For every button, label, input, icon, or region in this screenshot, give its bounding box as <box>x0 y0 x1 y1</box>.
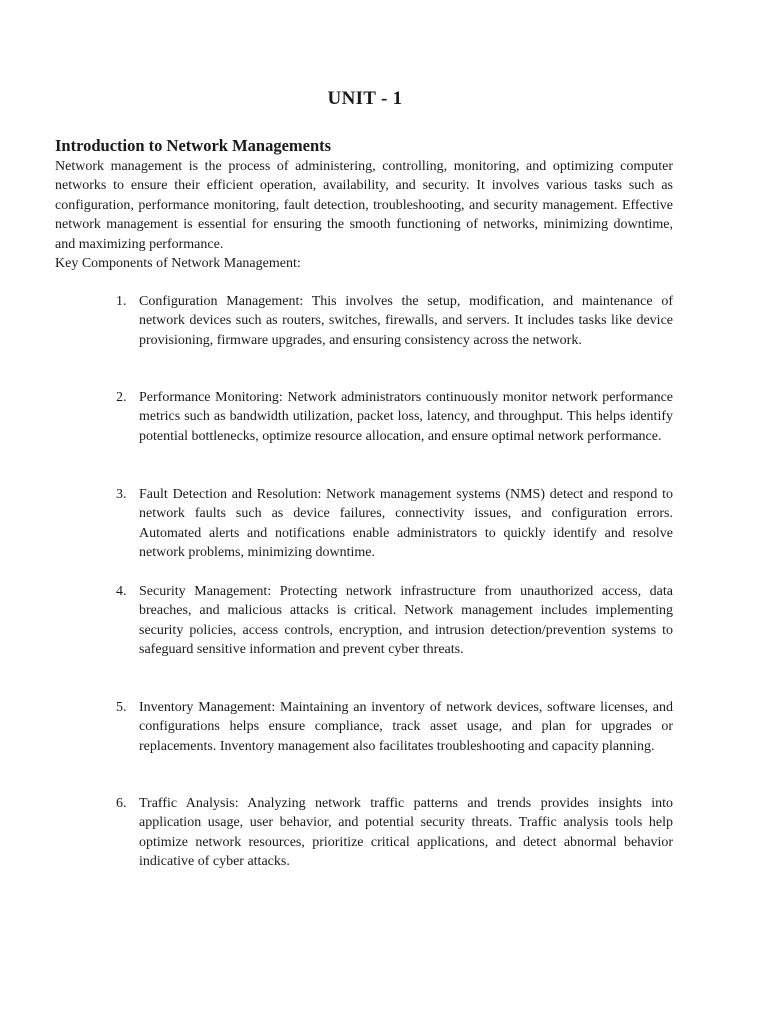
list-item-number: 1. <box>116 294 127 309</box>
list-item-text: Fault Detection and Resolution: Network management systems (NMS) detect and respond to network faults such as device failures, connectivity issues, and configuration errors. Automated alerts and notifications enable administrators to quickly identify and resolve network problems, minimizing downtime. <box>139 487 673 561</box>
list-item-text: Performance Monitoring: Network administrators continuously monitor network performance metrics such as bandwidth utilization, packet loss, latency, and throughput. This helps identify potential bottlenecks, optimize resource allocation, and ensure optimal network performance. <box>139 390 673 444</box>
list-item-text: Inventory Management: Maintaining an inventory of network devices, software licenses, and configurations helps ensure compliance, track asset usage, and plan for upgrades or replacements. Inventory management also facilitates troubleshooting and capacity planning. <box>139 700 673 754</box>
intro-paragraph: Network management is the process of administering, controlling, monitoring, and optimizing computer networks to ensure their efficient operation, availability, and security. It involves various tasks such as configuration, performance monitoring, fault detection, troubleshooting, and security management. Effective network management is essential for ensuring the smooth functioning of networks, minimizing downtime, and maximizing performance. <box>55 159 673 252</box>
list-item-number: 2. <box>116 390 127 405</box>
unit-title: UNIT - 1 <box>327 88 403 109</box>
list-item-number: 3. <box>116 487 127 502</box>
key-components-label: Key Components of Network Management: <box>55 256 301 271</box>
list-item-text: Configuration Management: This involves the setup, modification, and maintenance of network devices such as routers, switches, firewalls, and servers. It includes tasks like device provisioning, firmware upgrades, and ensuring consistency across the network. <box>139 294 673 348</box>
list-item-text: Traffic Analysis: Analyzing network traffic patterns and trends provides insights into application usage, user behavior, and potential security threats. Traffic analysis tools help optimize network resources, prioritize critical applications, and detect abnormal behavior indicative of cyber attacks. <box>139 796 673 870</box>
section-heading: Introduction to Network Managements <box>55 136 332 155</box>
list-item-number: 4. <box>116 584 127 599</box>
list-item-text: Security Management: Protecting network infrastructure from unauthorized access, data breaches, and malicious attacks is critical. Network management includes implementing security policies, access controls, encryption, and intrusion detection/prevention systems to safeguard sensitive information and prevent cyber threats. <box>139 584 673 658</box>
list-item-number: 5. <box>116 700 127 715</box>
list-item-number: 6. <box>116 796 127 811</box>
